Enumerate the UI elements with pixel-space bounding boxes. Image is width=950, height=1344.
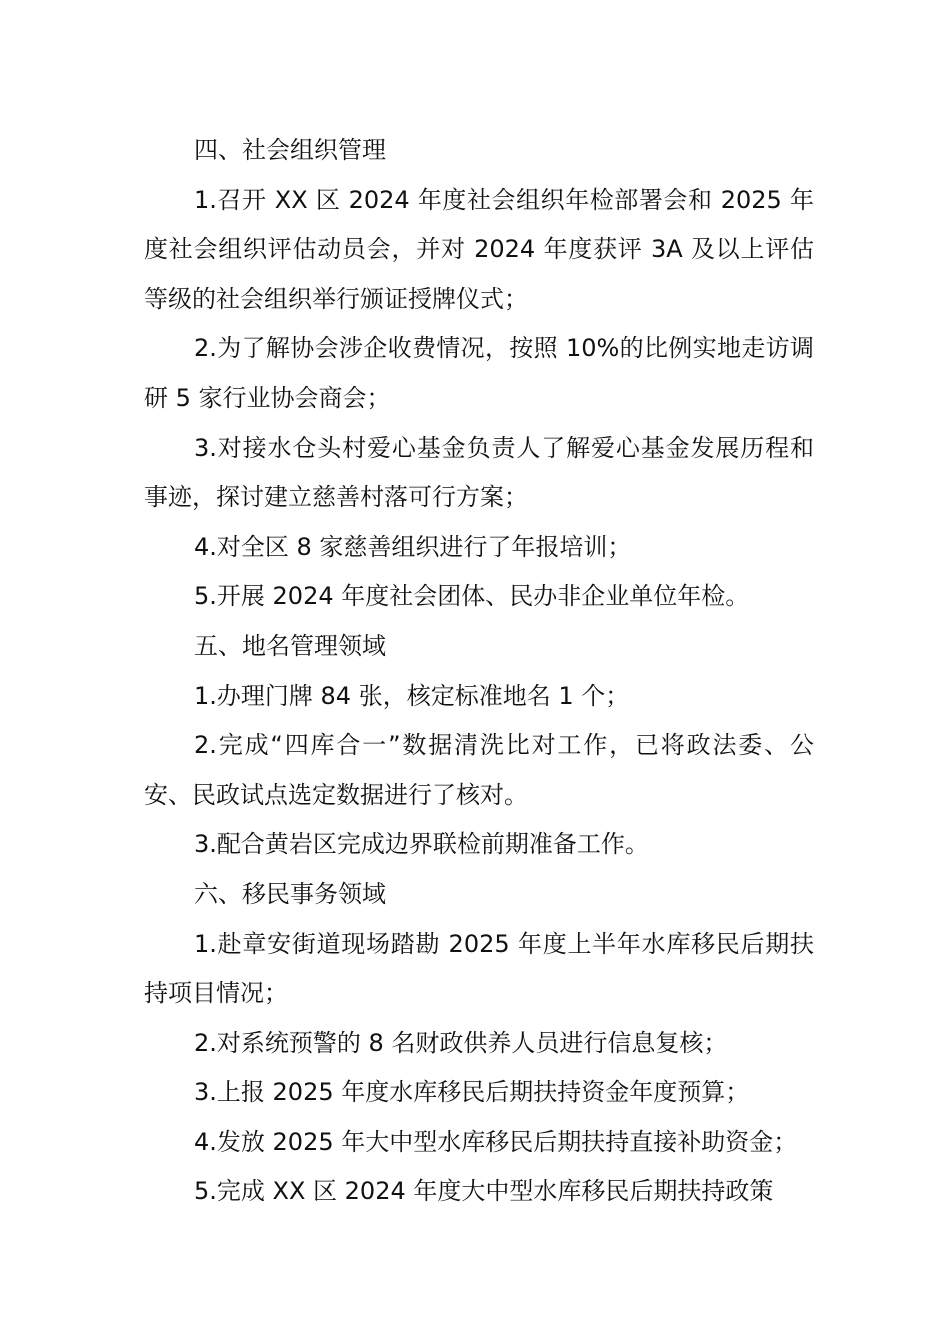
paragraph: 1.赴章安街道现场踏勘 2025 年度上半年水库移民后期扶持项目情况； xyxy=(144,929,814,1008)
paragraph: 5.完成 XX 区 2024 年度大中型水库移民后期扶持政策 xyxy=(194,1177,774,1206)
section-heading-social-organization: 四、社会组织管理 xyxy=(194,136,386,164)
paragraph: 2.为了解协会涉企收费情况，按照 10%的比例实地走访调研 5 家行业协会商会； xyxy=(144,334,814,412)
paragraph: 4.对全区 8 家慈善组织进行了年报培训； xyxy=(194,532,632,561)
paragraph: 3.对接水仓头村爱心基金负责人了解爱心基金发展历程和事迹，探讨建立慈善村落可行方案； xyxy=(144,433,814,512)
paragraph: 3.配合黄岩区完成边界联检前期准备工作。 xyxy=(194,830,649,859)
paragraph: 2.完成“四库合一”数据清洗比对工作，已将政法委、公安、民政试点选定数据进行了核对。 xyxy=(144,731,814,809)
paragraph: 5.开展 2024 年度社会团体、民办非企业单位年检。 xyxy=(194,582,750,611)
section-heading-place-names: 五、地名管理领域 xyxy=(194,631,386,660)
section-heading-migration-affairs: 六、移民事务领域 xyxy=(194,879,386,908)
paragraph: 4.发放 2025 年大中型水库移民后期扶持直接补助资金； xyxy=(194,1127,798,1156)
paragraph: 3.上报 2025 年度水库移民后期扶持资金年度预算； xyxy=(194,1078,750,1107)
paragraph: 1.办理门牌 84 张，核定标准地名 1 个； xyxy=(194,681,630,710)
paragraph: 2.对系统预警的 8 名财政供养人员进行信息复核； xyxy=(194,1028,728,1057)
paragraph: 1.召开 XX 区 2024 年度社会组织年检部署会和 2025 年度社会组织评估动员会，并对 2024 年度获评 3A 及以上评估等级的社会组织举行颁证授牌仪式； xyxy=(144,185,814,313)
document-body xyxy=(144,126,814,1217)
